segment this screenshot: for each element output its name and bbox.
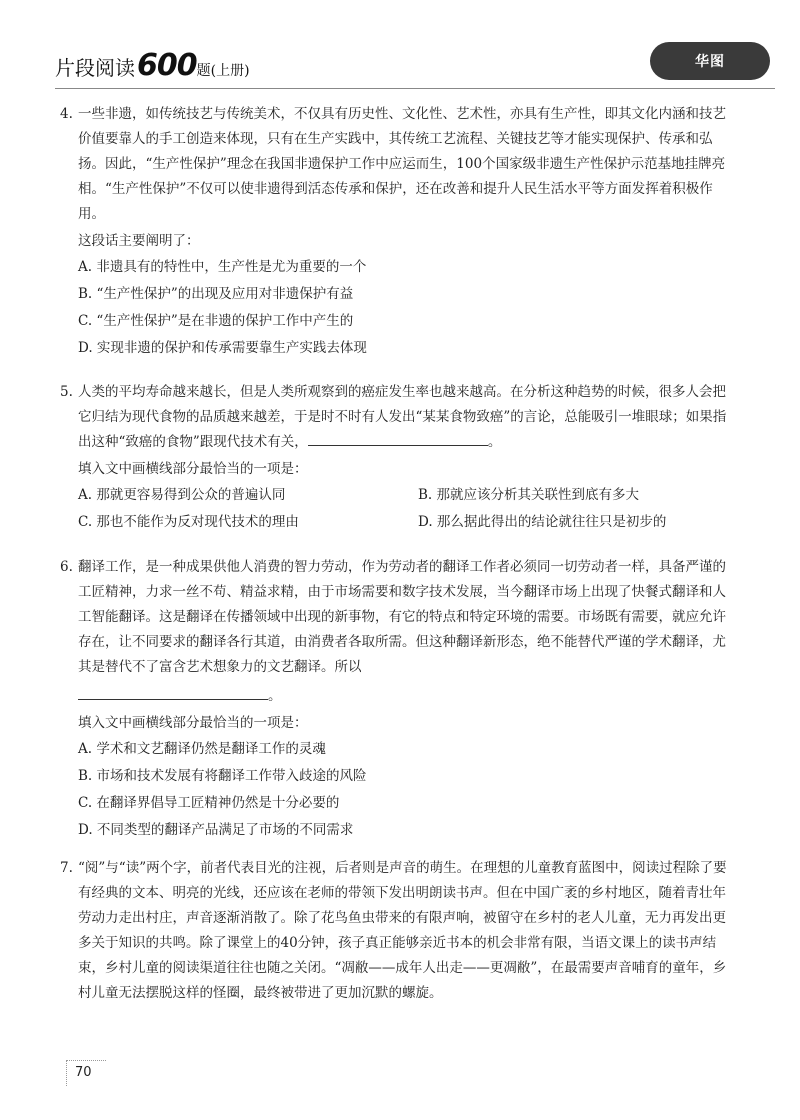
paragraph-end: 。 <box>487 434 502 450</box>
option-d: D. 实现非遗的保护和传承需要靠生产实践去体现 <box>78 340 367 356</box>
book-title-suffix: 题(上册) <box>196 63 250 79</box>
question-paragraph: 一些非遗，如传统技艺与传统美术，不仅具有历史性、文化性、艺术性，亦具有生产性，即其文化内涵和技艺价值要靠人的手工创造来体现，只有在生产实践中，其传统工艺流程、关键技艺等才能实现保护、传承和弘扬。因此，“生产性保护”理念在我国非遗保护工作中应运而生，100个国家级非遗生产性保护示范基地挂牌亮相。“生产性保护”不仅可以使非遗得到活态传承和保护，还在改善和提升人民生活水平等方面发挥着积极作用。 <box>78 106 726 222</box>
option-d: D. 那么据此得出的结论就往往只是初步的 <box>418 514 667 530</box>
option-d: D. 不同类型的翻译产品满足了市场的不同需求 <box>78 822 354 838</box>
question-7 <box>60 856 738 1006</box>
fill-blank <box>78 685 268 700</box>
fill-blank-line <box>78 684 738 709</box>
question-number: 6. <box>60 559 73 575</box>
question-number: 4. <box>60 106 73 122</box>
page-number-text: 70 <box>75 1065 92 1080</box>
question-prompt: 填入文中画横线部分最恰当的一项是： <box>78 461 308 477</box>
question-number: 7. <box>60 860 73 876</box>
question-paragraph: “阅”与“读”两个字，前者代表目光的注视，后者则是声音的萌生。在理想的儿童教育蓝图中，阅读过程除了要有经典的文本、明亮的光线，还应该在老师的带领下发出明朗读书声。但在中国广袤的乡村地区，随着青壮年劳动力走出村庄，声音逐渐消散了。除了花鸟鱼虫带来的有限声响，被留守在乡村的老人儿童，无力再发出更多关于知识的共鸣。除了课堂上的40分钟，孩子真正能够亲近书本的机会非常有限，当语文课上的读书声结束，乡村儿童的阅读渠道往往也随之关闭。“凋敝——成年人出走——更凋敝”，在最需要声音哺育的童年，乡村儿童无法摆脱这样的怪圈，最终被带进了更加沉默的螺旋。 <box>78 860 727 1001</box>
option-a: A. 非遗具有的特性中，生产性是尤为重要的一个 <box>78 259 367 275</box>
question-number: 5. <box>60 384 73 400</box>
page-number <box>66 1060 106 1086</box>
option-b: B. 市场和技术发展有将翻译工作带入歧途的风险 <box>78 768 367 784</box>
question-paragraph: 翻译工作，是一种成果供他人消费的智力劳动，作为劳动者的翻译工作者必须同一切劳动者一样，具备严谨的工匠精神，力求一丝不苟、精益求精，由于市场需要和数字技术发展，当今翻译市场上出现了快餐式翻译和人工智能翻译。这是翻译在传播领域中出现的新事物，有它的特点和特定环境的需要。市场既有需要，就应允许存在，让不同要求的翻译各行其道，由消费者各取所需。但这种翻译新形态，绝不能替代严谨的学术翻译，尤其是替代不了富含艺术想象力的文艺翻译。所以 <box>78 559 726 675</box>
book-title-prefix: 片段阅读 <box>55 56 135 80</box>
option-a: A. 学术和文艺翻译仍然是翻译工作的灵魂 <box>78 741 326 757</box>
option-c: C. 那也不能作为反对现代技术的理由 <box>78 514 299 530</box>
fill-blank <box>308 431 488 446</box>
paragraph-text: 人类的平均寿命越来越长，但是人类所观察到的癌症发生率也越来越高。在分析这种趋势的时候，很多人会把它归结为现代食物的品质越来越差，于是时不时有人发出“某某食物致癌”的言论，总能吸引一堆眼球；如果指出这种“致癌的食物”跟现代技术有关， <box>78 384 727 450</box>
option-b: B. “生产性保护”的出现及应用对非遗保护有益 <box>78 286 354 302</box>
logo-text: 华图 <box>695 54 725 70</box>
option-c: C. “生产性保护”是在非遗的保护工作中产生的 <box>78 313 354 329</box>
question-6 <box>60 555 738 844</box>
options-grid <box>78 482 738 536</box>
question-paragraph <box>78 380 738 455</box>
paragraph-end: 。 <box>268 688 282 704</box>
option-a: A. 那就更容易得到公众的普遍认同 <box>78 487 286 503</box>
question-prompt: 填入文中画横线部分最恰当的一项是： <box>78 715 308 731</box>
option-b: B. 那就应该分析其关联性到底有多大 <box>418 487 640 503</box>
header-divider <box>55 88 775 89</box>
question-4 <box>60 102 738 362</box>
question-5 <box>60 380 738 536</box>
page-header <box>55 48 770 88</box>
option-c: C. 在翻译界倡导工匠精神仍然是十分必要的 <box>78 795 340 811</box>
publisher-logo <box>650 42 770 80</box>
book-title-number: 600 <box>137 48 197 83</box>
book-title <box>55 48 250 83</box>
question-prompt: 这段话主要阐明了： <box>78 233 200 249</box>
